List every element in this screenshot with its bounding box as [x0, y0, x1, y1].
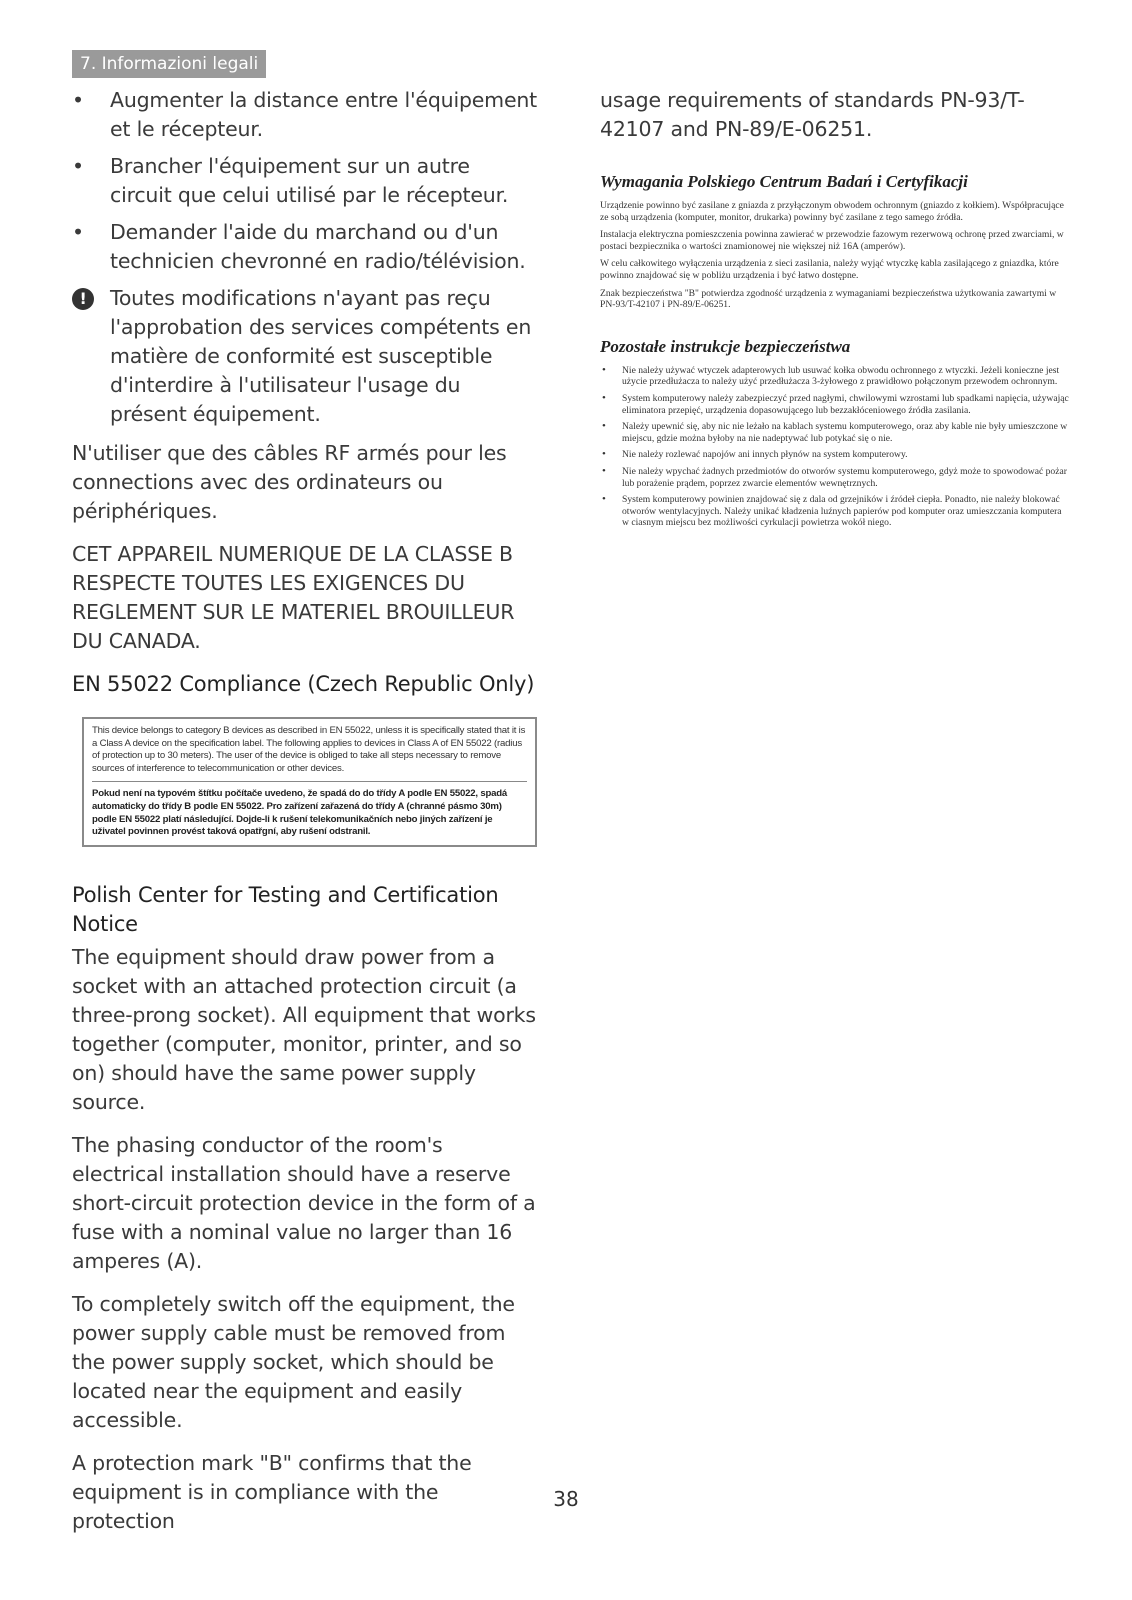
polish-paragraph: The equipment should draw power from a socket with an attached protection circuit (a three-prong socket). All equipment that works together (computer, monitor, printer, and so on) should have the same power supply source. — [72, 944, 536, 1114]
rf-paragraph: N'utiliser que des câbles RF armés pour les connections avec des ordinateurs ou périphériques. — [72, 441, 507, 523]
polish-notice-paragraph: Znak bezpieczeństwa "B" potwierdza zgodność urządzenia z wymaganiami bezpieczeństwa użytkowania zawartymi w PN-93/T-42107 i PN-89/E-06251. — [600, 287, 1057, 311]
list-item: • Należy upewnić się, aby nic nie leżało na kablach systemu komputerowego, oraz aby kable nie były umieszczone w miejscu, gdzie można byłoby na nie nadeptywać lub potykać się o nie. — [600, 421, 1070, 444]
en55022-heading: EN 55022 Compliance (Czech Republic Only) — [72, 672, 535, 696]
list-item: • Nie należy wpychać żadnych przedmiotów do otworów systemu komputerowego, gdyż może to spowodować pożar lub porażenie prądem, poprzez zwarcie elementów wewnętrznych. — [600, 466, 1070, 489]
polish-safety-list — [600, 365, 1070, 529]
bullet-list — [72, 86, 537, 276]
list-item: • Demander l'aide du marchand ou d'un technicien chevronné en radio/télévision. — [72, 218, 537, 276]
list-item: • System komputerowy powinien znajdować się z dala od grzejników i źródeł ciepła. Ponadto, nie należy blokować otworów wentylacyjnych. Należy unikać kładzenia luźnych papierów pod komputer oraz umieszczania komputera w ciasnym miejscu bez możliwości cyrkulacji powietrza wokół niego. — [600, 494, 1070, 529]
canada-paragraph: CET APPAREIL NUMERIQUE DE LA CLASSE B RESPECTE TOUTES LES EXIGENCES DU REGLEMENT SUR LE MATERIEL BROUILLEUR DU CANADA. — [72, 542, 515, 653]
polish-notice-paragraph: W celu całkowitego wyłączenia urządzenia z sieci zasilania, należy wyjąć wtyczkę kabla zasilającego z gniazdka, które powinno znajdować się w pobliżu urządzenia i być łatwo dostępne. — [600, 258, 1059, 281]
right-column — [600, 86, 1070, 534]
polish-notice-image — [600, 172, 1070, 529]
exclamation-icon: ! — [72, 288, 94, 310]
polish-paragraph: To completely switch off the equipment, the power supply cable must be removed from the power supply socket, which should be located near the equipment and easily accessible. — [72, 1291, 515, 1432]
polish-paragraph: The phasing conductor of the room's electrical installation should have a reserve short-circuit protection device in the form of a fuse with a nominal value no larger than 16 amperes (A). — [72, 1132, 536, 1273]
polish-notice-paragraph: Instalacja elektryczna pomieszczenia powinna zawierać w przewodzie fazowym rezerwową ochronę przed zwarciami, w postaci bezpiecznika o wartości znamionowej nie większej niż 16A (amperów). — [600, 229, 1064, 252]
list-item: • Nie należy używać wtyczek adapterowych lub usuwać kołka obwodu ochronnego z wtyczki. Jeżeli konieczne jest użycie przedłużacza to należy użyć przedłużacza 3-żyłowego z prawidłowo połączonym przewodem ochronnym. — [600, 365, 1070, 388]
left-column — [72, 86, 537, 1550]
continuation-paragraph: usage requirements of standards PN-93/T-42107 and PN-89/E-06251. — [600, 88, 1025, 141]
list-item: • Augmenter la distance entre l'équipement et le récepteur. — [72, 86, 537, 144]
polish-notice-paragraph: Urządzenie powinno być zasilane z gniazda z przyłączonym obwodem ochronnym (gniazdo z kołkiem). Współpracujące ze sobą urządzenia (komputer, monitor, drukarka) powinny być zasilane z tego samego źródła. — [600, 200, 1064, 223]
polish-safety-title: Pozostałe instrukcje bezpieczeństwa — [600, 336, 851, 356]
polish-heading: Polish Center for Testing and Certification Notice — [72, 882, 499, 936]
polish-notice-title: Wymagania Polskiego Centrum Badań i Certyfikacji — [600, 172, 968, 191]
list-item: • System komputerowy należy zabezpieczyć przed nagłymi, chwilowymi wzrostami lub spadkami napięcia, używając eliminatora przepięć, urządzenia dopasowującego lub bezzakłóceniowego źródła zasilania. — [600, 393, 1070, 416]
polish-paragraph: A protection mark "B" confirms that the equipment is in compliance with the protection — [72, 1450, 472, 1533]
warning-note — [72, 284, 537, 429]
list-item: • Brancher l'équipement sur un autre circuit que celui utilisé par le récepteur. — [72, 152, 537, 210]
warning-text: Toutes modifications n'ayant pas reçu l'approbation des services compétents en matière de conformité est susceptible d'interdire à l'utilisateur l'usage du présent équipement. — [110, 286, 532, 426]
en55022-czech-text: Pokud není na typovém štítku počítače uvedeno, že spadá do do třídy A podle EN 55022, spadá automaticky do třídy B podle EN 55022. Pro zařízení zařazená do třídy A (chranné pásmo 30m) podle EN 55022 platí následující. Dojde-li k rušení telekomunikačních nebo jiných zařízení je uživatel povinnen provést taková opatřgní, aby rušení odstranil. — [92, 788, 508, 838]
en55022-english-text: This device belongs to category B devices as described in EN 55022, unless it is specifically stated that it is a Class A device on the specification label. The following applies to devices in Class A of EN 55022 (radius of protection up to 30 meters). The user of the device is obliged to take all steps necessary to remove sources of interference to telecommunication or other devices. — [92, 725, 527, 782]
list-item: • Nie należy rozlewać napojów ani innych płynów na system komputerowy. — [600, 449, 1070, 461]
en55022-notice-box — [82, 717, 537, 847]
page-number: 38 — [553, 1487, 579, 1511]
section-tag: 7. Informazioni legali — [72, 50, 266, 78]
